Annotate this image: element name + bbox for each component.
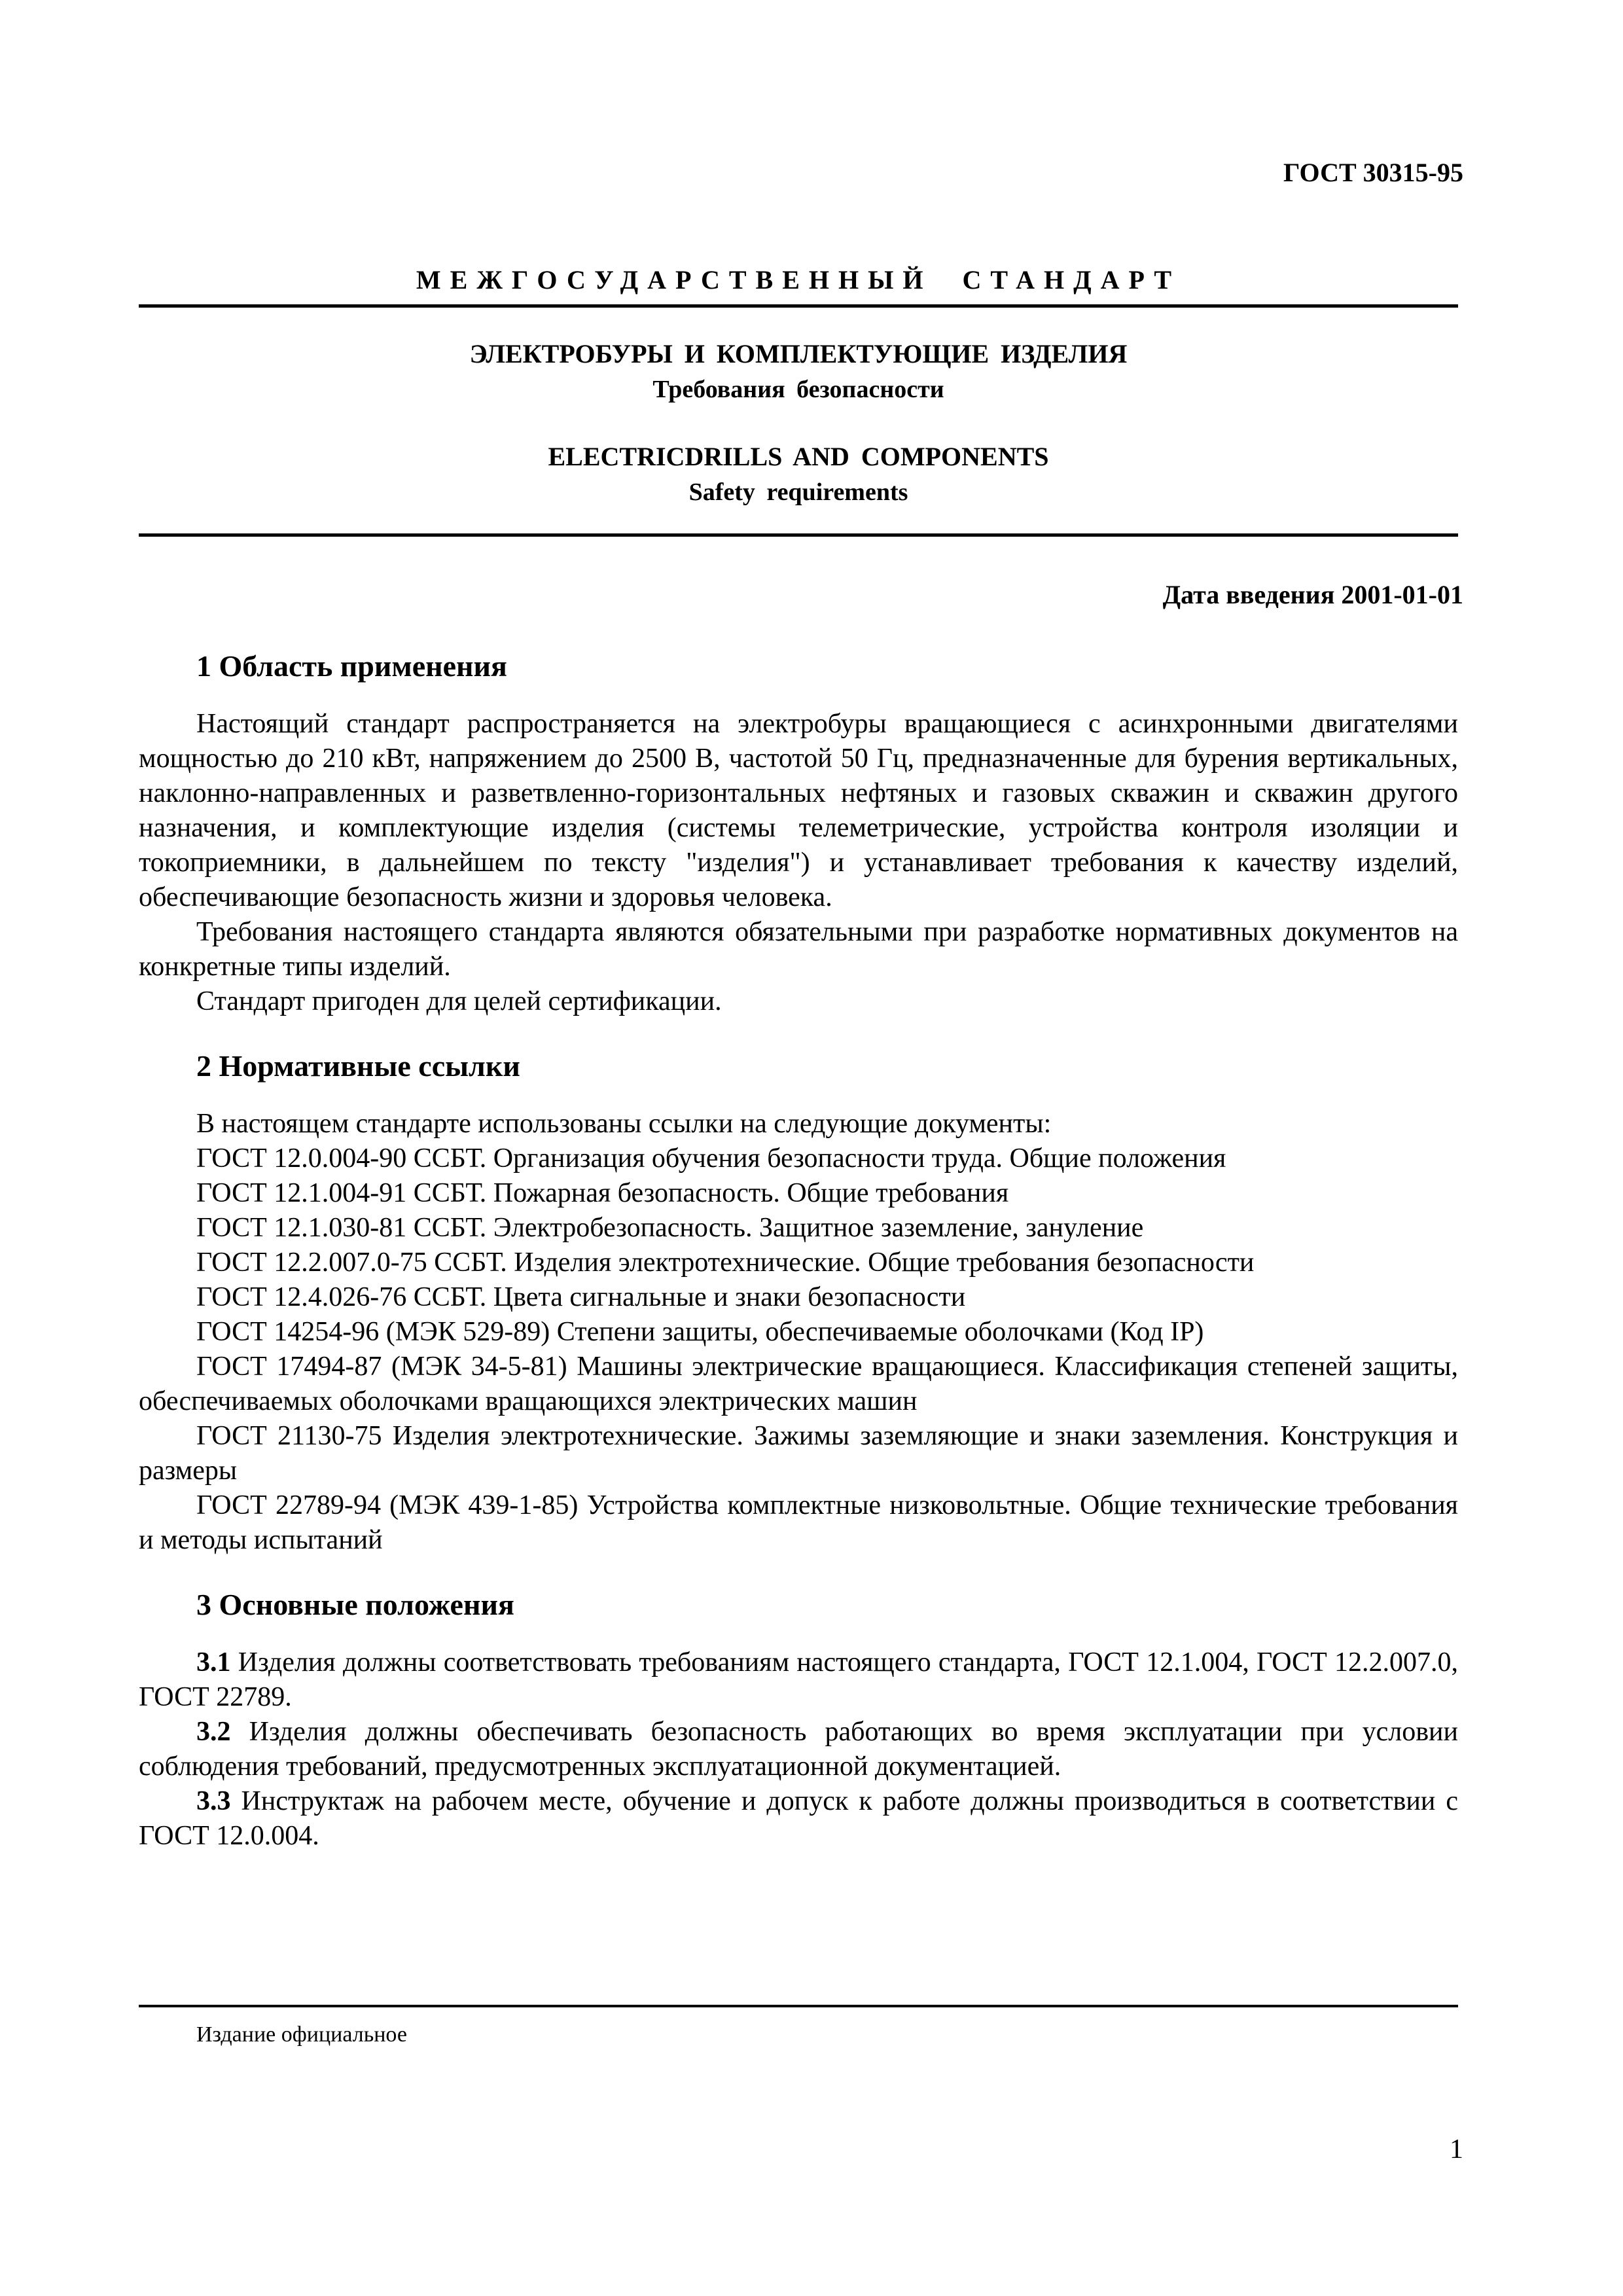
reference-item: ГОСТ 21130-75 Изделия электротехнические. Зажимы заземляющие и знаки заземления. Конструкция и размеры	[139, 1421, 1458, 1486]
subtitle-russian: Требования безопасности	[652, 376, 944, 403]
reference-item: ГОСТ 22789-94 (МЭК 439-1-85) Устройства комплектные низковольтные. Общие технические требования и методы испытаний	[139, 1490, 1458, 1555]
title-english: ELECTRICDRILLS AND COMPONENTS	[548, 442, 1049, 471]
clause-3-2	[139, 1715, 1458, 1784]
section-2-intro: В настоящем стандарте использованы ссылки на следующие документы:	[196, 1109, 1052, 1139]
clause-text: Инструктаж на рабочем месте, обучение и допуск к работе должны производиться в соответствии с ГОСТ 12.0.004.	[139, 1786, 1458, 1851]
title-russian: ЭЛЕКТРОБУРЫ И КОМПЛЕКТУЮЩИЕ ИЗДЕЛИЯ	[469, 339, 1128, 368]
title-divider	[139, 533, 1458, 537]
section-1-paragraph-2: Требования настоящего стандарта являются обязательными при разработке нормативных документов на конкретные типы изделий.	[139, 917, 1458, 982]
reference-item: ГОСТ 14254-96 (МЭК 529-89) Степени защиты, обеспечиваемые оболочками (Код IP)	[196, 1317, 1204, 1347]
clause-3-1	[139, 1645, 1458, 1715]
section-3-heading: 3 Основные положения	[196, 1588, 514, 1621]
header-divider	[139, 304, 1458, 308]
reference-item: ГОСТ 12.2.007.0-75 ССБТ. Изделия электротехнические. Общие требования безопасности	[196, 1247, 1255, 1278]
edition-note: Издание официальное	[196, 2022, 407, 2047]
introduction-date: Дата введения 2001-01-01	[1162, 580, 1463, 609]
section-1-paragraph-3: Стандарт пригоден для целей сертификации.	[196, 986, 722, 1016]
reference-item: ГОСТ 17494-87 (МЭК 34-5-81) Машины электрические вращающиеся. Классификация степеней защиты, обеспечиваемых оболочками вращающихся электрических машин	[139, 1352, 1458, 1416]
standard-type-heading: МЕЖГОСУДАРСТВЕННЫЙ СТАНДАРТ	[416, 265, 1181, 295]
document-number: ГОСТ 30315-95	[1283, 158, 1463, 187]
reference-item: ГОСТ 12.0.004-90 ССБТ. Организация обучения безопасности труда. Общие положения	[196, 1143, 1226, 1174]
clause-number: 3.1	[196, 1647, 231, 1677]
clause-number: 3.2	[196, 1717, 231, 1747]
page-number: 1	[1450, 2134, 1463, 2164]
clause-number: 3.3	[196, 1786, 231, 1816]
subtitle-english: Safety requirements	[688, 478, 908, 506]
section-2-heading: 2 Нормативные ссылки	[196, 1049, 520, 1083]
clause-text: Изделия должны обеспечивать безопасность работающих во время эксплуатации при условии соблюдения требований, предусмотренных эксплуатационной документацией.	[139, 1717, 1458, 1782]
reference-item: ГОСТ 12.1.030-81 ССБТ. Электробезопасность. Защитное заземление, зануление	[196, 1213, 1144, 1243]
section-1-heading: 1 Область применения	[196, 649, 507, 683]
clause-text: Изделия должны соответствовать требованиям настоящего стандарта, ГОСТ 12.1.004, ГОСТ 12.2.007.0, ГОСТ 22789.	[139, 1647, 1458, 1712]
reference-item: ГОСТ 12.1.004-91 ССБТ. Пожарная безопасность. Общие требования	[196, 1178, 1009, 1208]
reference-item: ГОСТ 12.4.026-76 ССБТ. Цвета сигнальные и знаки безопасности	[196, 1282, 966, 1312]
section-1-paragraph-1: Настоящий стандарт распространяется на электробуры вращающиеся с асинхронными двигателями мощностью до 210 кВт, напряжением до 2500 В, частотой 50 Гц, предназначенные для бурения вертикальных, наклонно-направленных и разветвленно-горизонтальных нефтяных и газовых скважин и скважин другого назначения, и комплектующие изделия (системы телеметрические, устройства контроля изоляции и токоприемники, в дальнейшем по тексту "изделия") и устанавливает требования к качеству изделий, обеспечивающие безопасность жизни и здоровья человека.	[139, 709, 1458, 912]
clause-3-3	[139, 1784, 1458, 1854]
document-body	[139, 648, 1458, 1854]
footer-divider	[139, 2005, 1458, 2007]
